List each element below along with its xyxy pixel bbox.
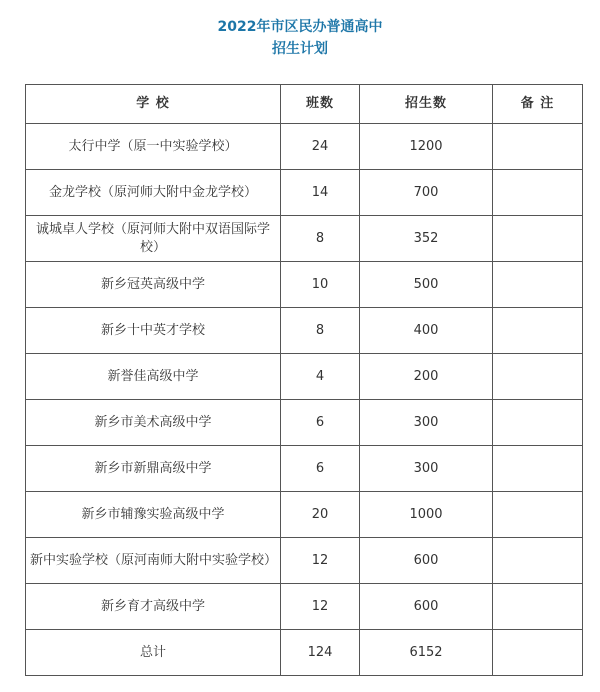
cell-enrollment: 1200 [360,124,493,170]
table-row [26,216,583,262]
cell-note [493,538,583,584]
cell-note [493,400,583,446]
cell-classes: 12 [281,584,360,630]
cell-classes: 4 [281,354,360,400]
table-row [26,124,583,170]
header-enrollment: 招生数 [360,85,493,124]
page-title [0,16,600,60]
header-classes: 班数 [281,85,360,124]
cell-classes: 24 [281,124,360,170]
cell-school: 新中实验学校（原河南师大附中实验学校） [26,538,281,584]
table-row [26,354,583,400]
cell-note [493,216,583,262]
cell-enrollment: 600 [360,584,493,630]
cell-school: 太行中学（原一中实验学校） [26,124,281,170]
enrollment-plan-table [25,84,583,676]
table-row [26,584,583,630]
cell-classes: 8 [281,216,360,262]
cell-classes: 20 [281,492,360,538]
cell-classes: 6 [281,400,360,446]
cell-note [493,446,583,492]
cell-school: 新誉佳高级中学 [26,354,281,400]
total-enrollment: 6152 [360,630,493,676]
cell-school: 新乡市辅豫实验高级中学 [26,492,281,538]
cell-school: 新乡市新鼎高级中学 [26,446,281,492]
title-line-2: 招生计划 [272,41,328,57]
cell-classes: 10 [281,262,360,308]
cell-classes: 8 [281,308,360,354]
header-note: 备 注 [493,85,583,124]
header-school: 学 校 [26,85,281,124]
table-row [26,492,583,538]
cell-note [493,124,583,170]
cell-enrollment: 300 [360,400,493,446]
cell-school: 金龙学校（原河师大附中金龙学校） [26,170,281,216]
total-classes: 124 [281,630,360,676]
cell-classes: 6 [281,446,360,492]
cell-enrollment: 600 [360,538,493,584]
table-row [26,446,583,492]
cell-note [493,170,583,216]
table-row [26,308,583,354]
total-label: 总计 [26,630,281,676]
cell-enrollment: 400 [360,308,493,354]
total-note [493,630,583,676]
cell-school: 新乡十中英才学校 [26,308,281,354]
cell-enrollment: 300 [360,446,493,492]
cell-school: 新乡冠英高级中学 [26,262,281,308]
cell-enrollment: 700 [360,170,493,216]
cell-classes: 14 [281,170,360,216]
cell-note [493,584,583,630]
table-row [26,262,583,308]
cell-enrollment: 200 [360,354,493,400]
title-line-1: 2022年市区民办普通高中 [217,19,383,35]
cell-school: 新乡市美术高级中学 [26,400,281,446]
cell-classes: 12 [281,538,360,584]
table-row [26,400,583,446]
cell-note [493,308,583,354]
cell-enrollment: 1000 [360,492,493,538]
cell-enrollment: 500 [360,262,493,308]
table-row [26,170,583,216]
table-row [26,538,583,584]
table-header-row [26,85,583,124]
cell-enrollment: 352 [360,216,493,262]
table-total-row [26,630,583,676]
cell-school: 诚城卓人学校（原河师大附中双语国际学校） [26,216,281,262]
cell-note [493,262,583,308]
cell-note [493,354,583,400]
cell-note [493,492,583,538]
cell-school: 新乡育才高级中学 [26,584,281,630]
